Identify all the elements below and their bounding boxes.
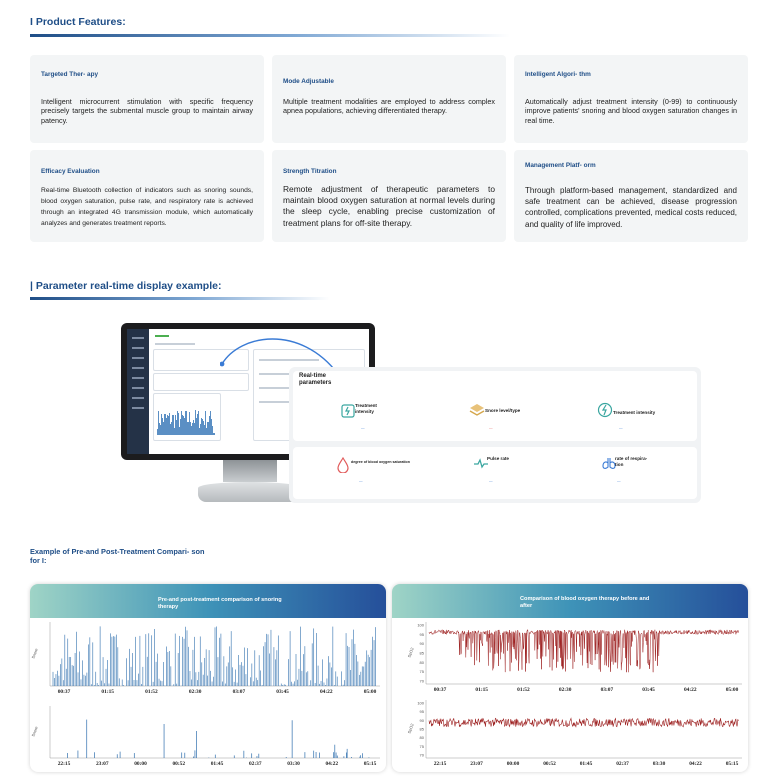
x-tick-label: 00:52 xyxy=(543,761,556,767)
y-axis-label: Snore xyxy=(30,647,39,660)
spo2-plot xyxy=(392,618,748,772)
screen-mini-chart xyxy=(157,407,215,433)
product-features-title: I Product Features: xyxy=(30,16,126,28)
feature-description: Multiple treatment modalities are employed to address complex apnea populations, achieving differentiated therapy. xyxy=(283,97,495,116)
section-divider xyxy=(30,34,510,37)
chart-header xyxy=(392,584,748,618)
y-tick-label: 85 xyxy=(419,650,424,656)
y-tick-label: 80 xyxy=(419,735,424,741)
feature-description: Real-time Bluetooth collection of indicators such as snoring sounds, blood oxygen saturation, pulse rate, and respiratory rate is achieved through an integrated 4G transmission module, which automatically analyzes and generates treatment reports. xyxy=(41,187,253,227)
feature-card xyxy=(514,55,748,143)
feature-title: Mode Adjustable xyxy=(283,78,334,85)
x-tick-label: 04:22 xyxy=(325,761,339,767)
y-tick-label: 85 xyxy=(419,726,424,732)
flash-circle-icon xyxy=(597,402,613,418)
feature-description: Remote adjustment of therapeutic parameters to maintain blood oxygen saturation at normal levels during the sleep cycle, enabling precise customization of treatment plans for off-site therapy. xyxy=(283,184,495,228)
x-tick-label: 23:07 xyxy=(470,761,483,767)
y-tick-label: 90 xyxy=(419,717,424,723)
parameter-label: Treatment intensity xyxy=(613,410,656,415)
feature-description: Through platform-based management, standardized and safe treatment can be achieved, disease progression controlled, complications prevented, medical costs reduced, and quality of life improved. xyxy=(525,186,737,229)
layers-icon xyxy=(469,402,485,418)
x-tick-label: 01:52 xyxy=(145,689,158,695)
chart-header-title: Pre-and post-treatment comparison of snoring therapy xyxy=(158,597,282,610)
x-tick-label: 04:22 xyxy=(319,689,333,695)
x-tick-label: 00:37 xyxy=(433,687,447,693)
x-tick-label: 00:00 xyxy=(134,761,147,767)
feature-title: Intelligent Algori- thm xyxy=(525,71,591,78)
chart-header-title: Comparison of blood oxygen therapy before and after xyxy=(520,596,650,609)
monitor-stand xyxy=(223,460,277,482)
x-tick-label: 00:37 xyxy=(57,689,71,695)
x-tick-label: 03:45 xyxy=(276,689,289,695)
feature-card xyxy=(514,150,748,242)
snoring-comparison-chart xyxy=(30,584,386,772)
x-tick-label: 05:15 xyxy=(363,761,377,767)
x-tick-label: 03:30 xyxy=(652,761,666,767)
x-tick-label: 23:07 xyxy=(95,761,109,767)
parameter-label: degree of blood oxygen saturation xyxy=(351,460,410,464)
feature-title: Targeted Ther- apy xyxy=(41,71,99,78)
x-tick-label: 05:00 xyxy=(363,689,377,695)
spo2-series xyxy=(429,630,739,672)
x-tick-label: 05:15 xyxy=(725,761,739,767)
y-axis-label: SpO2 xyxy=(406,722,415,735)
spo2-comparison-chart xyxy=(392,584,748,772)
x-tick-label: 01:52 xyxy=(517,687,530,693)
x-tick-label: 01:15 xyxy=(475,687,489,693)
y-tick-label: 75 xyxy=(419,743,424,749)
y-tick-label: 90 xyxy=(419,641,424,647)
feature-card xyxy=(272,55,506,143)
chart-header xyxy=(30,584,386,618)
x-tick-label: 01:15 xyxy=(101,689,115,695)
monitor-base xyxy=(198,482,302,502)
y-tick-label: 95 xyxy=(419,631,424,637)
y-tick-label: 95 xyxy=(419,709,424,715)
realtime-panel-title-overlay: Real-time parameters xyxy=(299,373,332,386)
feature-title: Efficacy Evaluation xyxy=(41,168,100,175)
x-tick-label: 02:37 xyxy=(248,761,262,767)
y-axis-label: SpO2 xyxy=(406,646,415,659)
parameter-display-title: | Parameter real-time display example: xyxy=(30,280,222,292)
x-tick-label: 00:00 xyxy=(506,761,520,767)
comparison-title: Example of Pre-and Post-Treatment Compari- son for I: xyxy=(30,547,205,565)
feature-card xyxy=(30,150,264,242)
feature-card xyxy=(30,55,264,143)
x-tick-label: 01:45 xyxy=(579,761,593,767)
feature-title: Management Platf- orm xyxy=(525,162,596,169)
parameter-label: Pulse rate xyxy=(487,456,509,461)
y-tick-label: 100 xyxy=(417,700,424,706)
y-axis-label: Snore xyxy=(30,725,39,738)
x-tick-label: 03:45 xyxy=(642,687,655,693)
snoring-plot xyxy=(30,618,386,772)
x-tick-label: 05:00 xyxy=(725,687,739,693)
x-tick-label: 04:22 xyxy=(683,687,697,693)
parameter-label: Snore level/type xyxy=(485,408,521,413)
x-tick-label: 03:30 xyxy=(287,761,300,767)
app-sidebar xyxy=(127,329,149,454)
blood-drop-icon xyxy=(335,457,351,473)
x-tick-label: 22:15 xyxy=(433,761,447,767)
parameter-label: rate of respira- tion xyxy=(615,456,648,467)
y-tick-label: 70 xyxy=(419,678,424,684)
x-tick-label: 03:07 xyxy=(600,687,614,693)
y-tick-label: 75 xyxy=(419,669,424,675)
section-divider xyxy=(30,297,330,300)
feature-title: Strength Titration xyxy=(283,168,337,175)
realtime-parameters-panel: Real-time parameters Treatment intensity — Snore level/type — Treatment intensity — degree of blood oxygen saturation — Pulse rate — rate of respira- tion — xyxy=(289,367,701,503)
feature-description: Intelligent microcurrent stimulation with specific frequency precisely targets the submental muscle group to maintain airway patency. xyxy=(41,97,253,125)
x-tick-label: 01:45 xyxy=(210,761,224,767)
parameter-label: Treatment intensity xyxy=(355,403,377,414)
feature-description: Automatically adjust treatment intensity (0-99) to continuously improve patients' snoring and blood oxygen saturation changes in real time. xyxy=(525,97,737,125)
x-tick-label: 03:07 xyxy=(232,689,246,695)
x-tick-label: 02:37 xyxy=(616,761,629,767)
x-tick-label: 02:30 xyxy=(188,689,202,695)
y-tick-label: 70 xyxy=(419,752,424,758)
feature-card xyxy=(272,150,506,242)
x-tick-label: 02:30 xyxy=(558,687,572,693)
parameter-row xyxy=(293,447,697,499)
x-tick-label: 22:15 xyxy=(57,761,71,767)
x-tick-label: 04:22 xyxy=(689,761,702,767)
screen-mini-bar xyxy=(212,426,213,433)
y-tick-label: 80 xyxy=(419,659,424,665)
x-tick-label: 00:52 xyxy=(172,761,186,767)
spo2-series xyxy=(429,718,738,727)
y-tick-label: 100 xyxy=(417,622,424,628)
